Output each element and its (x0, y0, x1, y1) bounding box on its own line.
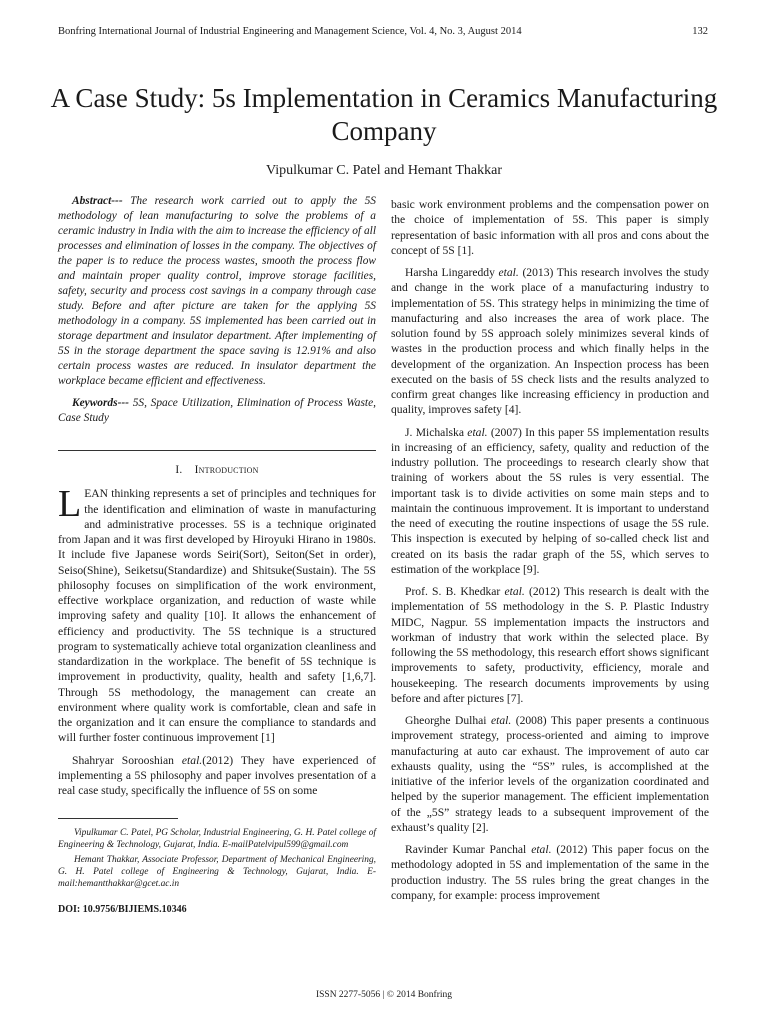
citation-etal: etal. (467, 425, 488, 439)
abstract-label: Abstract--- (72, 195, 123, 207)
body-text-5: (2012) This paper focus on the methodology adopted in 5S and implementation of the same in the production industry. The 5S rules bring the great changes in the company, for example: process improvement (391, 843, 709, 902)
section-title: Introduction (194, 464, 259, 476)
doi: DOI: 10.9756/BIJIEMS.10346 (58, 904, 187, 916)
paper-title: A Case Study: 5s Implementation in Ceramics Manufacturing Company (50, 83, 718, 146)
journal-name: Bonfring International Journal of Industrial Engineering and Management Science, Vol. 4, No. 3, August 2014 (58, 26, 522, 37)
page-number: 132 (692, 26, 708, 37)
citation-etal: etal. (181, 753, 203, 767)
running-header (58, 26, 708, 37)
intro-text-2: (2012) They have experienced of implementing a 5S philosophy and paper involves presentation of a real case study, specifically the influence of 5S on some (58, 753, 376, 797)
body-text-4: (2008) This paper presents a continuous improvement strategy, process-oriented and aiming to improve manufacturing at auto car exhaust. The improvement of auto car exhausts quality, using the “5S” rules, is accomplished at the initiative of the inferior levels of the organization coordinated and helped by the superior management. The efficient implementation of the „5S” strategy leads to a subsequent improvement of the exhaust’s quality [2]. (391, 714, 709, 834)
page-footer: ISSN 2277-5056 | © 2014 Bonfring (315, 990, 453, 1000)
footnote-author-1: Vipulkumar C. Patel, PG Scholar, Industrial Engineering, G. H. Patel college of Engineering & Technology, Gujarat, India. E-mailPatelvipul599@gmail.com (58, 828, 376, 851)
citation-author: Shahryar Sorooshian (72, 753, 174, 767)
body-text-1: (2013) This research involves the study and change in the work place of a manufacturing industry to implementation of 5S. This strategy helps in minimizing the time of manufacturing and also increases the area of work place. The solution found by 5S approach solely minimizes several kinds of wastes in the production process and which finally helps in the development of the organization. An Inspection process has been executed on the basis of 5S check lists and the results analyzed to confirm great changes like increasing efficiency in production and quality, improves safety [4]. (391, 266, 709, 417)
citation-author: Ravinder Kumar Panchal (405, 843, 527, 856)
citation-etal: etal. (498, 266, 519, 279)
footnote-author-2: Hemant Thakkar, Associate Professor, Department of Mechanical Engineering, G. H. Patel college of Engineering & Technology, Gujarat, India. E-mail:hemantthakkar@gcet.ac.in (58, 854, 376, 890)
keywords-label: Keywords--- (72, 397, 129, 409)
section-divider (58, 450, 376, 451)
body-paragraph-3 (391, 584, 709, 706)
drop-cap: L (58, 483, 82, 526)
section-heading (58, 463, 376, 478)
left-column (58, 194, 376, 925)
right-column (391, 197, 709, 910)
citation-author: J. Michalska (405, 425, 464, 439)
body-paragraph-4 (391, 713, 709, 835)
body-text-3: (2012) This research is dealt with the implementation of 5S methodology in the S. P. Plastic Industry MIDC, Nagpur. 5S implementation impacts the instructors and workman of industry that work within the selected place. By following the 5S methodology, this research effort shows significant improvements to safety, productivity, efficiency, morale and housekeeping. The research documents improvements by using before and after pictures [7]. (391, 585, 709, 705)
footnote-divider (58, 818, 178, 819)
citation-etal: etal. (531, 843, 552, 856)
author-line: Vipulkumar C. Patel and Hemant Thakkar (265, 163, 503, 178)
citation-author: Prof. S. B. Khedkar (405, 585, 501, 598)
intro-paragraph-2 (58, 753, 376, 799)
body-text-2: (2007) In this paper 5S implementation results in increasing of an efficiency, safety, quality and reduction of the industry pollution. The proceedings to research clearly show that training of workers about the 5S rules is very essential. The important task is to divide activities on some main steps and to maintain the continuous improvement. It is important to understand the need of executing the routine inspections of usage the 5S rule. This inspection is executed by helping of so-called check list and created on its basis the radar graph of the 5S, which serves to estimation of the workplace [9]. (391, 425, 709, 576)
body-paragraph-0: basic work environment problems and the compensation power on the choice of implementation of 5S. This paper is simply representation of basic information with all pros and cons about the concept of 5S [1]. (391, 198, 709, 257)
body-paragraph-2 (391, 425, 709, 578)
intro-text-1: EAN thinking represents a set of principles and techniques for the identification and elimination of waste in manufacturing and administrative processes. 5S is a technique originated from Japan and it was first developed by Hiroyuki Hirano in 1980s. It include five Japanese words Seiri(Sort), Seiton(Set in order), Seiso(Shine), Seiketsu(Standardize) and Shitsuke(Sustain). The 5S philosophy focuses on simplification of the work environment, effective workplace organization, and reduction of waste while improving safety and quality [10]. It allows the enhancement of efficiency and productivity. The 5S technique is a structured program to systematically achieve total organization cleanliness and standardization in the workplace. The benefit of 5S technique is improvement in productivity, quality, health and safety [1,6,7]. Through 5S methodology, the management can create an environment where quality work is comfortable, clean and safe in the organization and it can ensure the compliance to standards and will further foster continuous improvement [1] (58, 487, 376, 745)
citation-etal: etal. (490, 714, 512, 727)
citation-etal: etal. (504, 585, 525, 598)
body-paragraph-1 (391, 265, 709, 418)
keywords-text: 5S, Space Utilization, Elimination of Process Waste, Case Study (58, 397, 376, 424)
intro-paragraph-1 (58, 483, 376, 745)
keywords (58, 396, 376, 426)
citation-author: Gheorghe Dulhai (405, 714, 487, 727)
abstract-text: The research work carried out to apply the 5S methodology of lean manufacturing to solve the problems of a ceramic industry in India with the aim to increase the efficiency of all processes and elimination of losses in the company. The objectives of the paper is to reduce the process wastes, smooth the process flow and maintain proper quality control, improve storage facilities, safety, security and process cost savings in a company through case study. Before and after picture are taken for the applying 5S methodology in a company. 5S implemented has been carried out in storage department and insulator department. After implementing of 5S in the storage department the space saving is 12.91% and also certain process wastes are reduced. In insulator department the workplace became efficient and effectiveness. (58, 195, 376, 387)
section-number: I. (175, 464, 183, 476)
body-paragraph-5 (391, 842, 709, 903)
abstract (58, 194, 376, 389)
citation-author: Harsha Lingareddy (405, 266, 495, 279)
